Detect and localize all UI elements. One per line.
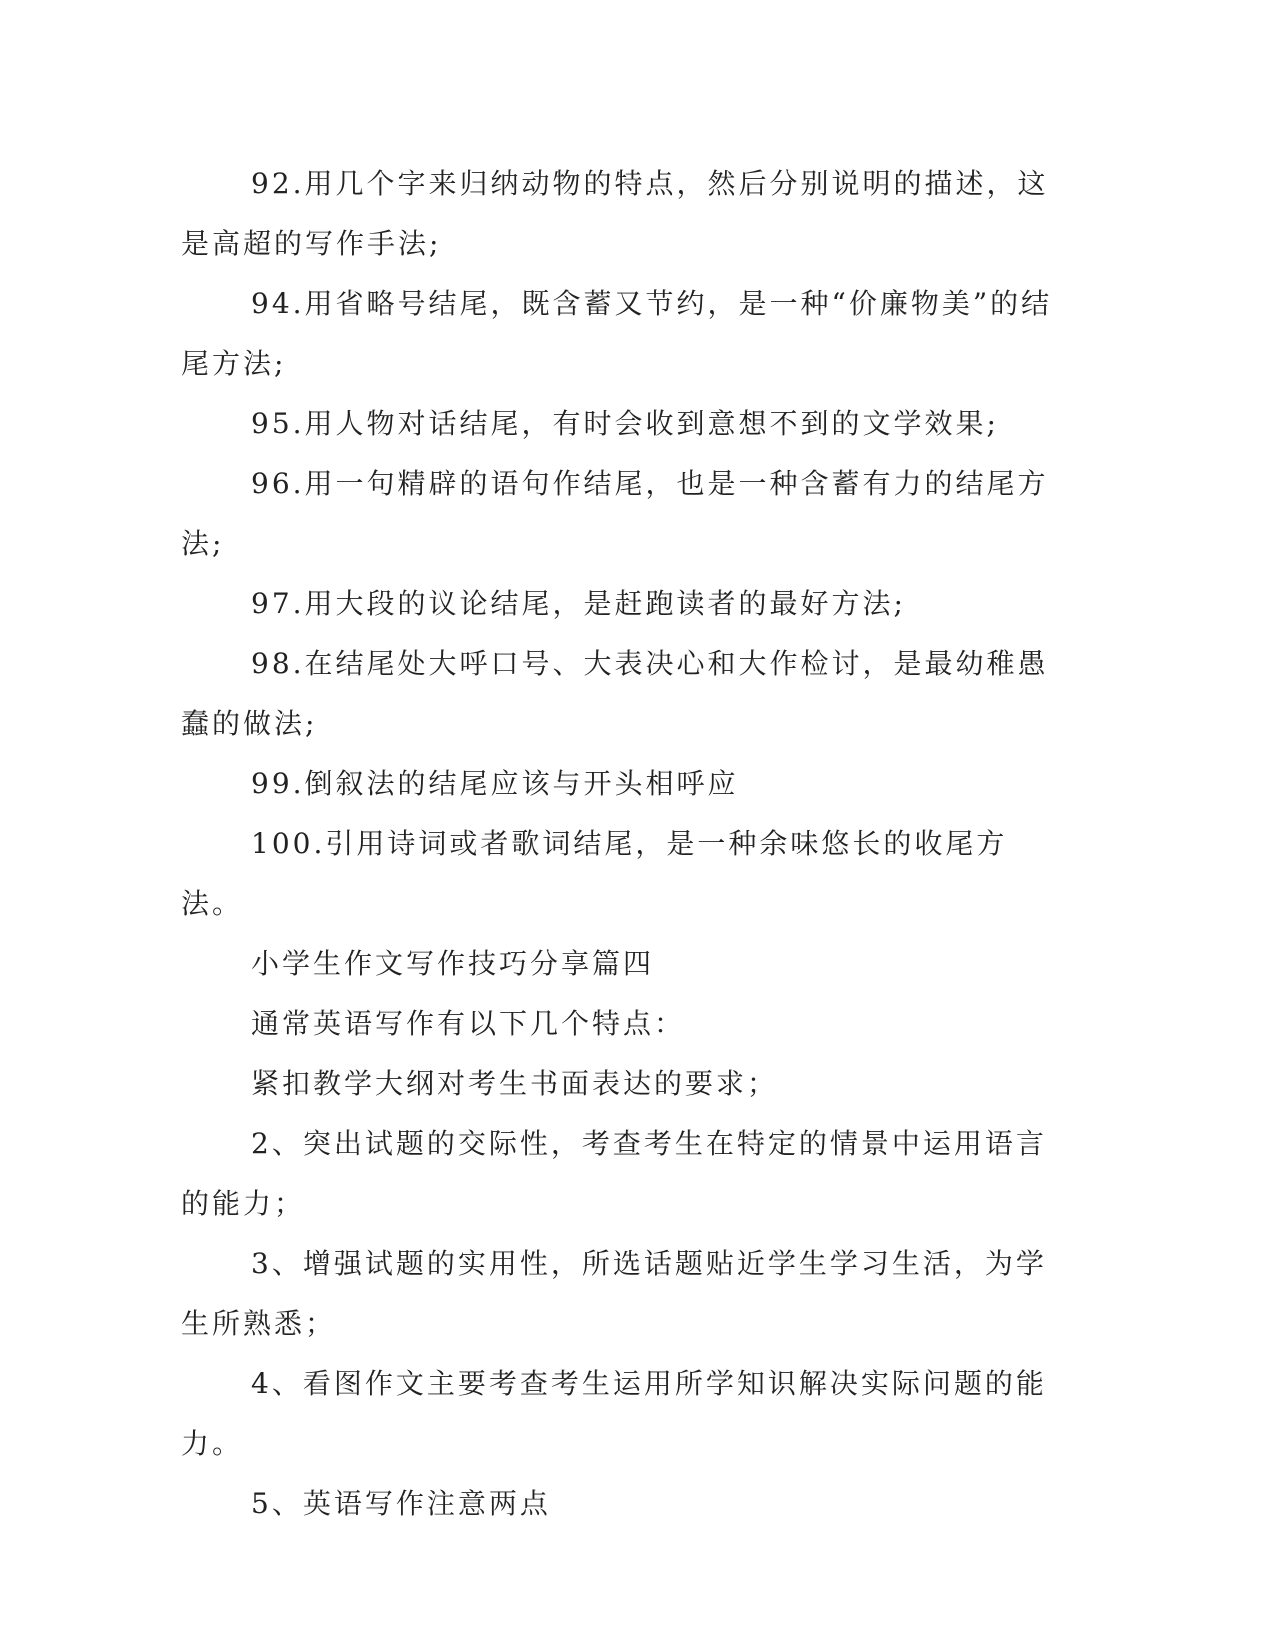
paragraph-point-3: 3、增强试题的实用性，所选话题贴近学生学习生活，为学生所熟悉； [181,1247,1047,1340]
paragraph-95: 95.用人物对话结尾，有时会收到意想不到的文学效果; [251,407,999,440]
paragraph-98: 98.在结尾处大呼口号、大表决心和大作检讨，是最幼稚愚蠢的做法; [181,647,1049,740]
paragraph-96: 96.用一句精辟的语句作结尾，也是一种含蓄有力的结尾方法; [181,467,1049,560]
paragraph-94: 94.用省略号结尾，既含蓄又节约，是一种“价廉物美”的结尾方法; [181,287,1053,380]
paragraph-92: 92.用几个字来归纳动物的特点，然后分别说明的描述，这是高超的写作手法; [181,167,1049,260]
section-heading: 小学生作文写作技巧分享篇四 [251,947,655,980]
paragraph-point-5: 5、英语写作注意两点 [251,1487,551,1520]
document-body [181,154,1061,1534]
paragraph-99: 99.倒叙法的结尾应该与开头相呼应 [251,767,739,800]
paragraph-intro: 通常英语写作有以下几个特点： [251,1007,686,1040]
paragraph-point-2: 2、突出试题的交际性，考查考生在特定的情景中运用语言的能力； [181,1127,1047,1220]
paragraph-100: 100.引用诗词或者歌词结尾，是一种余味悠长的收尾方法。 [181,827,1008,920]
paragraph-point-1: 紧扣教学大纲对考生书面表达的要求； [251,1067,779,1100]
paragraph-point-4: 4、看图作文主要考查考生运用所学知识解决实际问题的能力。 [181,1367,1047,1460]
paragraph-97: 97.用大段的议论结尾，是赶跑读者的最好方法; [251,587,906,620]
